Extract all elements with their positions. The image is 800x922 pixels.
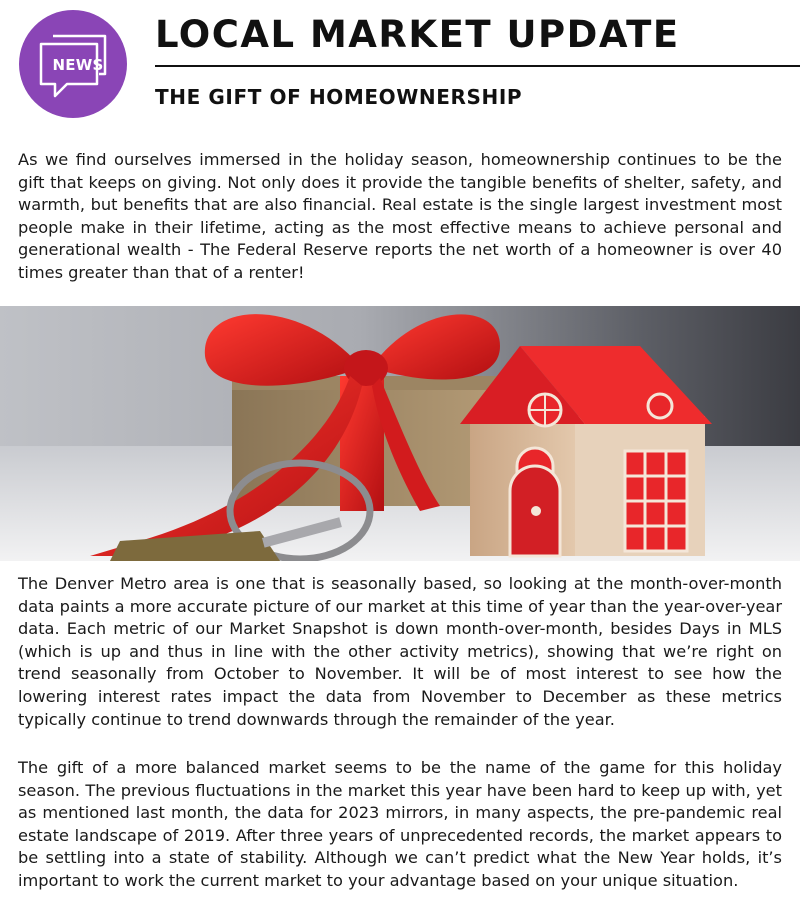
balance-paragraph: The gift of a more balanced market seems to be the name of the game for this holiday season. The previous fluctuations in the market this year have been hard to keep up with, yet as mentioned last month, the data for 2023 mirrors, in many aspects, the pre-pandemic real estate landscape of 2019. After three years of unprecedented records, the market appears to be settling into a state of stability. Although we can’t predict what the New Year holds, it’s important to work the current market to your advantage based on your unique situation. [18,758,782,890]
market-paragraph: The Denver Metro area is one that is seasonally based, so looking at the month-over-month data paints a more accurate picture of our market at this time of year than the year-over-year data. Each metric of our Market Snapshot is down month-over-month, besides Days in MLS (which is up and thus in line with the other activity metrics), showing that we’re right on trend seasonally from October to November. It will be of most interest to see how the lowering interest rates impact the data from November to December as these metrics typically continue to trend downwards through the remainder of the year. [18,574,782,729]
intro-paragraph: As we find ourselves immersed in the holiday season, homeownership continues to be the gift that keeps on giving. Not only does it provide the tangible benefits of shelter, safety, and warmth, but benefits that are also financial. Real estate is the single largest investment most people make in their lifetime, acting as the most effective means to achieve personal and generational wealth - The Federal Reserve reports the net worth of a homeowner is over 40 times greater than that of a renter! [18,150,782,282]
article-header [0,0,800,130]
gift-house-photo [0,306,800,561]
news-badge-label: NEWS [52,56,104,74]
article-subtitle: THE GIFT OF HOMEOWNERSHIP [155,85,523,109]
page-title: LOCAL MARKET UPDATE [155,13,680,56]
news-badge [19,10,127,118]
gift-house-illustration [0,306,800,561]
title-divider [155,65,800,67]
